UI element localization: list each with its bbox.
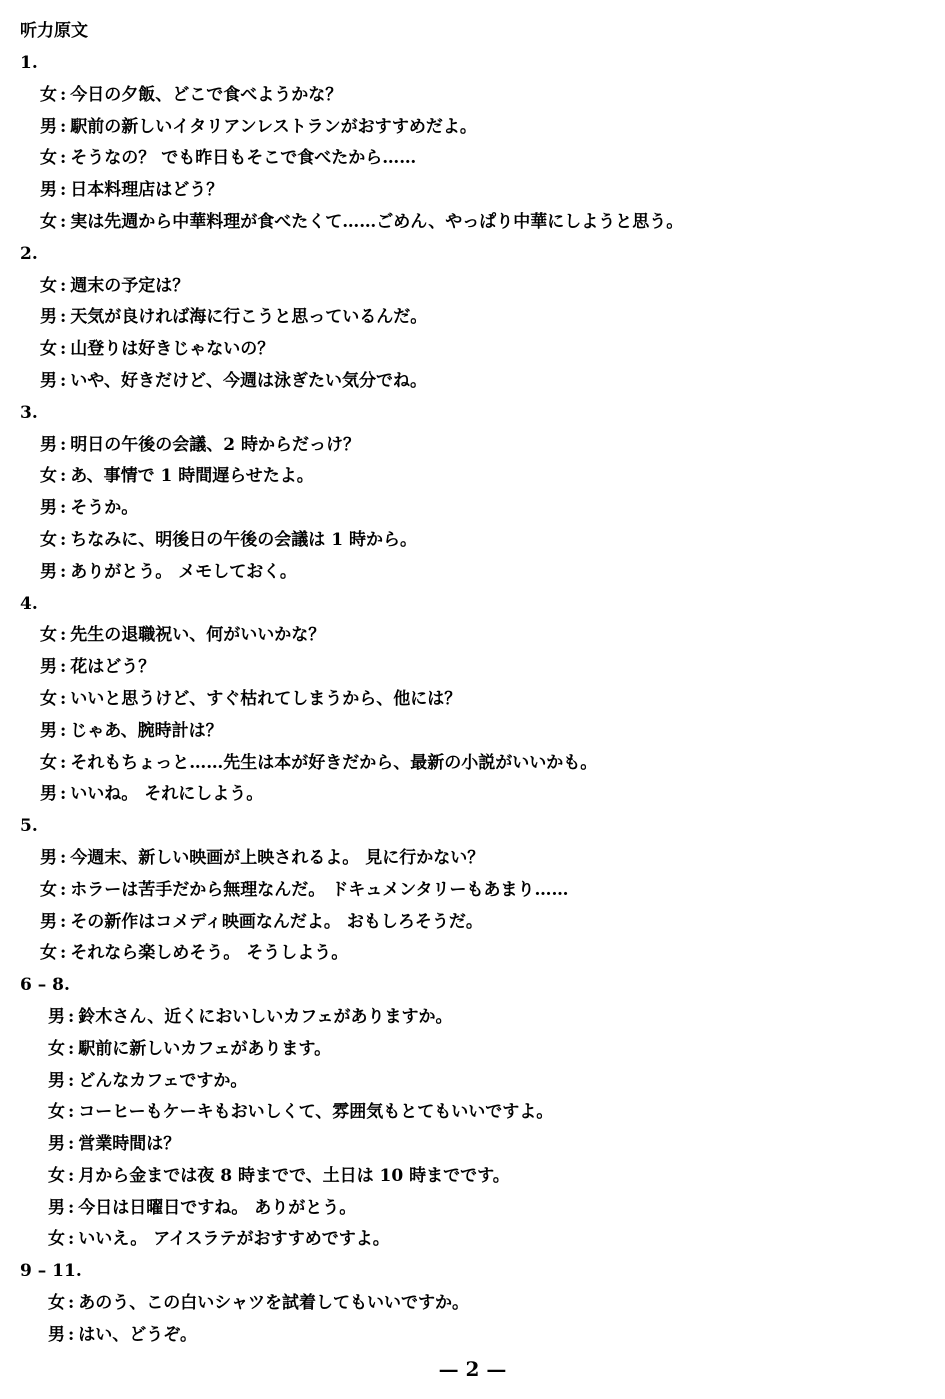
speaker-label: 男 — [48, 1324, 65, 1345]
speaker-label: 女 — [48, 1038, 65, 1059]
dialogue-line — [0, 1324, 945, 1356]
dialogue-line — [0, 338, 945, 370]
speaker-label: 男 — [40, 847, 57, 868]
speaker-label: 女 — [48, 1229, 65, 1250]
utterance-text: 今日の夕飯、どこで食べようかな？ — [70, 84, 343, 105]
dialogue-line — [0, 942, 945, 974]
dialogue-line — [0, 879, 945, 911]
utterance-text: 今週末、新しい映画が上映されるよ。 見に行かない？ — [70, 847, 485, 868]
page-number: — 2 — — [438, 1357, 507, 1381]
speaker-label: 男 — [40, 720, 57, 741]
speaker-label: 男 — [40, 180, 57, 201]
speaker-separator: : — [68, 1102, 75, 1123]
dialogue-line — [0, 1038, 945, 1070]
speaker-label: 女 — [40, 211, 57, 232]
dialogue-line — [0, 211, 945, 243]
utterance-text: そうなの？ でも昨日もそこで食べたから…… — [70, 148, 417, 169]
utterance-text: 今日は日曜日ですね。 ありがとう。 — [78, 1197, 357, 1218]
utterance-text: あのう、この白いシャツを試着してもいいですか。 — [78, 1293, 469, 1314]
utterance-text: はい、どうぞ。 — [78, 1324, 197, 1345]
utterance-text: 週末の予定は？ — [70, 275, 190, 296]
utterance-text: 鈴木さん、近くにおいしいカフェがありますか。 — [78, 1006, 453, 1027]
section-number: 4. — [20, 593, 38, 614]
section-number: 2. — [20, 243, 38, 264]
utterance-text: その新作はコメディ映画なんだよ。 おもしろそうだ。 — [70, 911, 483, 932]
transcript-body — [0, 52, 945, 1356]
dialogue-line — [0, 84, 945, 116]
dialogue-line — [0, 561, 945, 593]
speaker-label: 女 — [48, 1293, 65, 1314]
utterance-text: 花はどう？ — [70, 657, 156, 678]
speaker-separator: : — [60, 466, 67, 487]
utterance-text: 実は先週から中華料理が食べたくて……ごめん、やっぱり中華にしようと思う。 — [70, 211, 684, 232]
speaker-separator: : — [68, 1038, 75, 1059]
speaker-separator: : — [60, 434, 67, 455]
speaker-separator: : — [60, 370, 67, 391]
dialogue-line — [0, 434, 945, 466]
speaker-label: 男 — [40, 307, 57, 328]
speaker-label: 女 — [40, 339, 57, 360]
speaker-label: 女 — [40, 752, 57, 773]
speaker-label: 女 — [40, 879, 57, 900]
dialogue-line — [0, 529, 945, 561]
speaker-separator: : — [68, 1229, 75, 1250]
speaker-label: 男 — [40, 657, 57, 678]
speaker-separator: : — [60, 180, 67, 201]
speaker-separator: : — [60, 529, 67, 550]
dialogue-line — [0, 1101, 945, 1133]
speaker-separator: : — [60, 752, 67, 773]
speaker-label: 女 — [40, 148, 57, 169]
dialogue-line — [0, 1197, 945, 1229]
utterance-text: じゃあ、腕時計は？ — [70, 720, 223, 741]
utterance-text: 天気が良ければ海に行こうと思っているんだ。 — [70, 307, 428, 328]
dialogue-line — [0, 1070, 945, 1102]
utterance-text: 駅前に新しいカフェがあります。 — [78, 1038, 332, 1059]
speaker-label: 男 — [40, 370, 57, 391]
dialogue-line — [0, 370, 945, 402]
utterance-text: そうか。 — [70, 498, 139, 519]
speaker-separator: : — [68, 1197, 75, 1218]
section-number: 9 – 11. — [20, 1261, 82, 1282]
speaker-label: 男 — [48, 1070, 65, 1091]
speaker-label: 女 — [40, 943, 57, 964]
speaker-label: 女 — [48, 1102, 65, 1123]
utterance-text: それもちょっと……先生は本が好きだから、最新の小説がいいかも。 — [70, 752, 598, 773]
speaker-label: 男 — [48, 1006, 65, 1027]
speaker-separator: : — [68, 1070, 75, 1091]
dialogue-line — [0, 179, 945, 211]
speaker-label: 男 — [48, 1197, 65, 1218]
speaker-separator: : — [68, 1324, 75, 1345]
dialogue-line — [0, 752, 945, 784]
utterance-text: 明日の午後の会議、2 時からだっけ？ — [70, 434, 361, 455]
dialogue-line — [0, 1165, 945, 1197]
speaker-label: 男 — [40, 911, 57, 932]
dialogue-line — [0, 116, 945, 148]
dialogue-line — [0, 1133, 945, 1165]
speaker-separator: : — [60, 688, 67, 709]
speaker-label: 男 — [40, 434, 57, 455]
dialogue-line — [0, 1292, 945, 1324]
speaker-label: 男 — [40, 561, 57, 582]
speaker-separator: : — [60, 879, 67, 900]
speaker-label: 女 — [40, 84, 57, 105]
document-title: 听力原文 — [20, 21, 88, 41]
dialogue-line — [0, 1006, 945, 1038]
speaker-separator: : — [60, 561, 67, 582]
section-number: 6 – 8. — [20, 975, 70, 996]
utterance-text: ありがとう。 メモしておく。 — [70, 561, 297, 582]
speaker-label: 男 — [48, 1134, 65, 1155]
speaker-separator: : — [60, 307, 67, 328]
dialogue-line — [0, 911, 945, 943]
speaker-label: 女 — [40, 688, 57, 709]
speaker-separator: : — [60, 498, 67, 519]
speaker-separator: : — [68, 1165, 75, 1186]
speaker-separator: : — [60, 943, 67, 964]
dialogue-line — [0, 783, 945, 815]
utterance-text: あ、事情で 1 時間遅らせたよ。 — [70, 466, 314, 487]
dialogue-line — [0, 147, 945, 179]
speaker-separator: : — [68, 1134, 75, 1155]
utterance-text: いいね。 それにしよう。 — [70, 784, 264, 805]
section-number: 1. — [20, 53, 38, 73]
speaker-separator: : — [60, 657, 67, 678]
utterance-text: それなら楽しめそう。 そうしよう。 — [70, 943, 349, 964]
speaker-separator: : — [60, 847, 67, 868]
speaker-separator: : — [60, 911, 67, 932]
dialogue-line — [0, 656, 945, 688]
utterance-text: コーヒーもケーキもおいしくて、雰囲気もとてもいいですよ。 — [78, 1102, 554, 1123]
dialogue-line — [0, 497, 945, 529]
speaker-separator: : — [60, 275, 67, 296]
dialogue-line — [0, 306, 945, 338]
utterance-text: いいえ。 アイスラテがおすすめですよ。 — [78, 1229, 390, 1250]
speaker-separator: : — [68, 1293, 75, 1314]
dialogue-line — [0, 275, 945, 307]
speaker-separator: : — [60, 211, 67, 232]
speaker-label: 女 — [40, 466, 57, 487]
speaker-label: 男 — [40, 116, 57, 137]
speaker-label: 女 — [48, 1165, 65, 1186]
utterance-text: いいと思うけど、すぐ枯れてしまうから、他には？ — [70, 688, 462, 709]
dialogue-line — [0, 1228, 945, 1260]
speaker-label: 女 — [40, 529, 57, 550]
dialogue-line — [0, 624, 945, 656]
utterance-text: 山登りは好きじゃないの？ — [70, 339, 275, 360]
utterance-text: 営業時間は？ — [78, 1134, 181, 1155]
utterance-text: ちなみに、明後日の午後の会議は 1 時から。 — [70, 529, 417, 550]
dialogue-line — [0, 720, 945, 752]
speaker-separator: : — [60, 339, 67, 360]
utterance-text: 日本料理店はどう？ — [70, 180, 224, 201]
speaker-label: 男 — [40, 784, 57, 805]
utterance-text: どんなカフェですか。 — [78, 1070, 248, 1091]
utterance-text: 先生の退職祝い、何がいいかな？ — [70, 625, 326, 646]
speaker-label: 男 — [40, 498, 57, 519]
speaker-separator: : — [60, 116, 67, 137]
dialogue-line — [0, 688, 945, 720]
speaker-separator: : — [60, 720, 67, 741]
utterance-text: 月から金までは夜 8 時までで、土日は 10 時までです。 — [78, 1165, 510, 1186]
section-number: 3. — [20, 402, 38, 423]
speaker-separator: : — [60, 148, 67, 169]
speaker-separator: : — [60, 625, 67, 646]
speaker-separator: : — [60, 84, 67, 105]
utterance-text: 駅前の新しいイタリアンレストランがおすすめだよ。 — [70, 116, 477, 137]
utterance-text: いや、好きだけど、今週は泳ぎたい気分でね。 — [70, 370, 427, 391]
utterance-text: ホラーは苦手だから無理なんだ。 ドキュメンタリーもあまり…… — [70, 879, 569, 900]
dialogue-line — [0, 847, 945, 879]
speaker-label: 女 — [40, 625, 57, 646]
dialogue-line — [0, 465, 945, 497]
section-number: 5. — [20, 816, 38, 837]
speaker-label: 女 — [40, 275, 57, 296]
speaker-separator: : — [68, 1006, 75, 1027]
speaker-separator: : — [60, 784, 67, 805]
